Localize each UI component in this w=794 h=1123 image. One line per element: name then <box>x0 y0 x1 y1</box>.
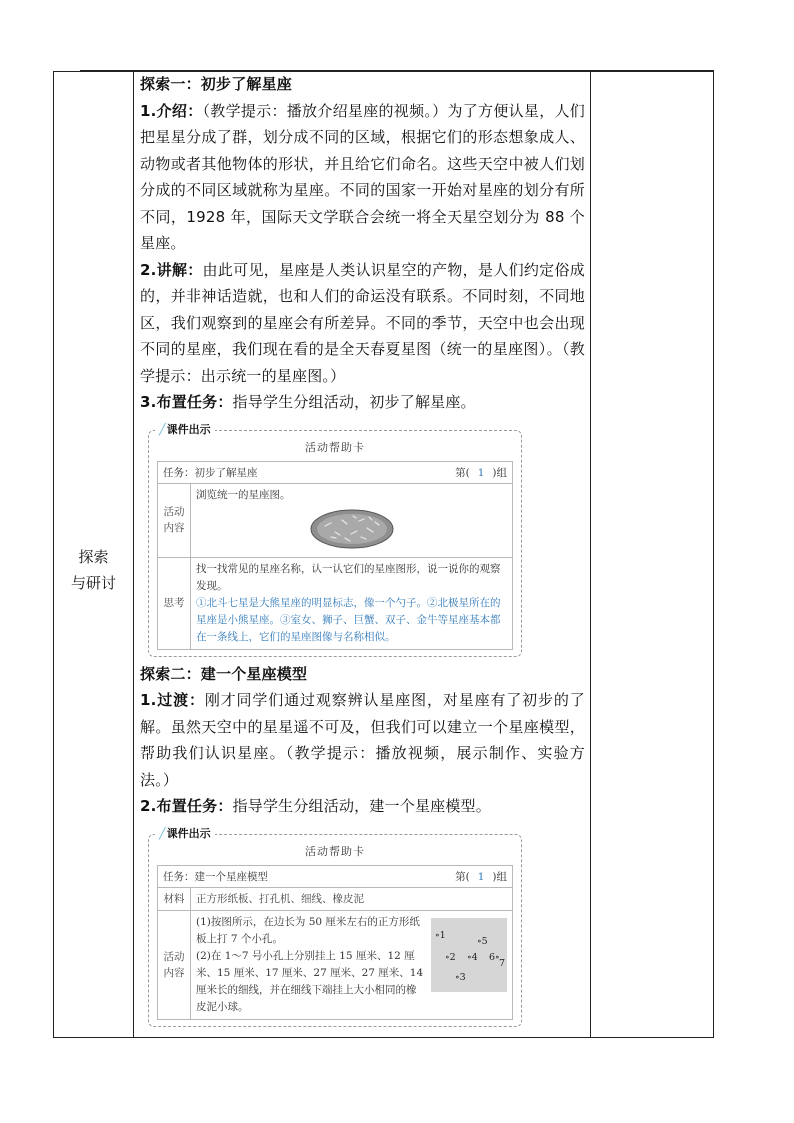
task1-text: 指导学生分组活动，初步了解星座。 <box>232 393 476 411</box>
section1-intro <box>140 98 585 257</box>
section2-transition <box>140 687 585 793</box>
column-divider-3 <box>713 71 714 1038</box>
card1-think-answer: ①北斗七星是大熊星座的明显标志，像一个勺子。②北极星所在的星座是小熊星座。③室女、狮子、巨蟹、双子、金牛等星座基本都在一条线上，它们的星座图像与名称相似。 <box>196 596 501 643</box>
hole-diagram <box>431 918 507 992</box>
task2-text: 指导学生分组活动，建一个星座模型。 <box>232 797 491 815</box>
card1-content-text: 浏览统一的星座图。 <box>196 488 291 501</box>
task1-label: 3.布置任务： <box>140 393 233 411</box>
card1-think-prompt: 找一找常见的星座名称，认一认它们的星座图形，说一说你的观察发现。 <box>196 562 501 592</box>
section1-title: 探索一：初步了解星座 <box>140 75 293 93</box>
tag-slash-icon: ╱ <box>159 826 166 840</box>
card1-group-number: 1 <box>477 466 485 479</box>
card2-task: 任务：建一个星座模型 <box>163 870 268 883</box>
section1-explain <box>140 257 585 390</box>
section1-task <box>140 389 585 416</box>
card1-content-label: 活动内容 <box>158 483 191 557</box>
column-divider-1 <box>133 71 134 1038</box>
card1-tag: ╱课件出示 <box>155 421 215 437</box>
activity-card-1 <box>148 422 522 657</box>
card2-tag: ╱课件出示 <box>155 825 215 841</box>
card2-step2: (2)在 1～7 号小孔上分别挂上 15 厘米、12 厘米、15 厘米、17 厘米、27 厘米、27 厘米、14 厘米长的细线，并在细线下端挂上大小相同的橡皮泥小球。 <box>196 949 424 1013</box>
intro-label: 1.介绍： <box>140 101 203 120</box>
hole-3: ∘3 <box>455 971 466 983</box>
card1-title: 活动帮助卡 <box>305 440 365 454</box>
task2-label: 2.布置任务： <box>140 797 233 815</box>
card1-think-label: 思考 <box>158 557 191 649</box>
hole-4: ∘4 <box>467 951 478 963</box>
section2-task <box>140 793 585 820</box>
column-divider-2 <box>590 71 591 1038</box>
intro-text: （教学提示：播放介绍星座的视频。）为了方便认星，人们把星星分成了群，划分成不同的区域，根据它们的形态想象成人、动物或者其他物体的形状，并且给它们命名。这些天空中被人们划分成的不同区域就称为星座。不同的国家一开始对星座的划分有所不同，1928 年，国际天文学联合会统一将全天星空划分为 88 个星座。 <box>140 101 586 252</box>
hole-5: ∘5 <box>477 935 488 947</box>
card2-material-label: 材料 <box>158 887 191 910</box>
explain-label: 2.讲解： <box>140 260 203 279</box>
tag-slash-icon: ╱ <box>159 422 166 436</box>
hole-2: ∘2 <box>445 951 456 963</box>
card2-table <box>157 865 513 1020</box>
transition-label: 1.过渡： <box>140 691 205 709</box>
star-map-icon <box>309 508 395 550</box>
star-map-image <box>196 502 507 554</box>
card1-table <box>157 461 513 650</box>
card1-task-row <box>158 461 513 483</box>
explain-text: 由此可见，星座是人类认识星空的产物，是人们约定俗成的，并非神话造就，也和人们的命运没有联系。不同时刻，不同地区，我们观察到的星座会有所差异。不同的季节，天空中也会出现不同的星座，我们现在看的是全天春夏星图（统一的星座图）。（教学提示：出示统一的星座图。） <box>140 260 585 385</box>
card2-step1: (1)按图所示，在边长为 50 厘米左右的正方形纸板上打 7 个小孔。 <box>196 915 420 945</box>
transition-text: 刚才同学们通过观察辨认星座图，对星座有了初步的了解。虽然天空中的星星遥不可及，但我们可以建立一个星座模型，帮助我们认识星座。（教学提示：播放视频，展示制作、实验方法。） <box>140 691 585 789</box>
main-content-cell <box>140 71 585 1031</box>
card2-content-label: 活动内容 <box>158 910 191 1019</box>
hole-1: ∘1 <box>435 929 446 941</box>
card2-group-number: 1 <box>477 870 485 883</box>
card1-group: 第( 1 )组 <box>455 466 507 479</box>
hole-7: 7 <box>499 957 506 969</box>
section2-title: 探索二：建一个星座模型 <box>140 664 308 683</box>
card2-group: 第( 1 )组 <box>455 870 507 883</box>
card2-task-row <box>158 865 513 887</box>
card1-content-cell <box>191 483 513 557</box>
hole-6: 6∘ <box>489 951 500 963</box>
stage-label <box>71 544 116 596</box>
card1-think-cell <box>191 557 513 649</box>
card2-title: 活动帮助卡 <box>305 844 365 858</box>
card2-material-text: 正方形纸板、打孔机、细线、橡皮泥 <box>191 887 513 910</box>
activity-card-2 <box>148 826 522 1027</box>
stage-label-line2: 与研讨 <box>70 573 116 592</box>
stage-label-line1: 探索 <box>78 547 109 566</box>
card1-task: 任务：初步了解星座 <box>163 466 258 479</box>
stage-label-cell <box>54 71 133 1038</box>
card2-content-cell <box>191 910 513 1019</box>
